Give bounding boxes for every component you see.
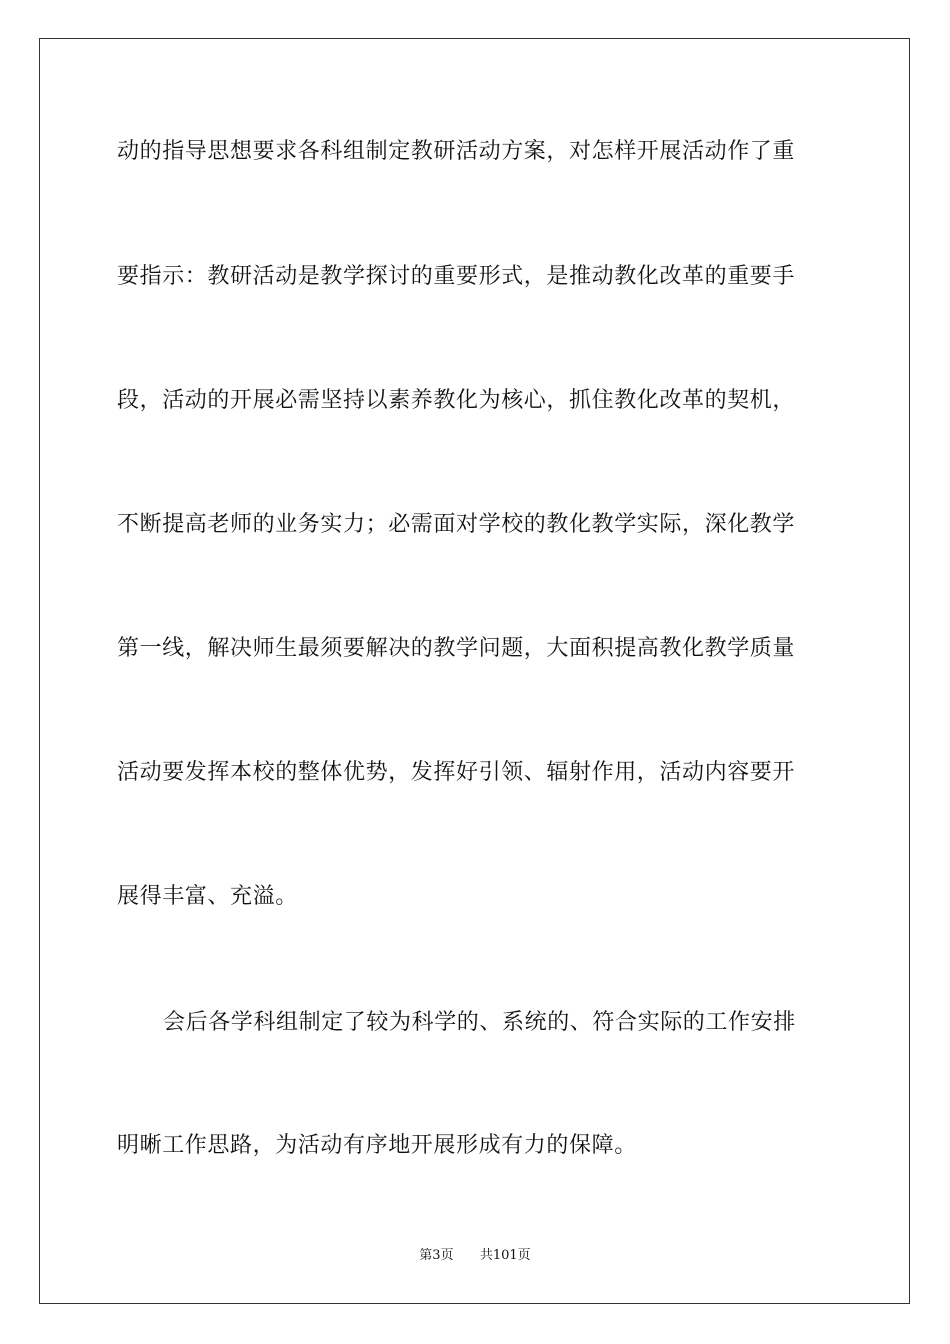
paragraph-first-line: 会后各学科组制定了较为科学的、系统的、符合实际的工作安排: [163, 1010, 796, 1035]
body-text-line: 明晰工作思路，为活动有序地开展形成有力的保障。: [117, 1133, 637, 1158]
body-text-line: 展得丰富、充溢。: [117, 884, 298, 909]
page-footer: [0, 1247, 950, 1265]
body-text-line: 要指示：教研活动是教学探讨的重要形式，是推动教化改革的重要手: [117, 264, 796, 289]
body-text-line: 动的指导思想要求各科组制定教研活动方案，对怎样开展活动作了重: [117, 139, 796, 164]
page-border: [39, 38, 910, 1304]
body-text-line: 段，活动的开展必需坚持以素养教化为核心，抓住教化改革的契机，: [117, 388, 796, 413]
body-text-line: 活动要发挥本校的整体优势，发挥好引领、辐射作用，活动内容要开: [117, 760, 796, 785]
body-text-line: 不断提高老师的业务实力；必需面对学校的教化教学实际，深化教学: [117, 512, 796, 537]
body-text-line: 第一线，解决师生最须要解决的教学问题，大面积提高教化教学质量: [117, 636, 796, 661]
total-pages: 共101页: [479, 1248, 531, 1263]
page-number: 第3页: [419, 1248, 454, 1263]
